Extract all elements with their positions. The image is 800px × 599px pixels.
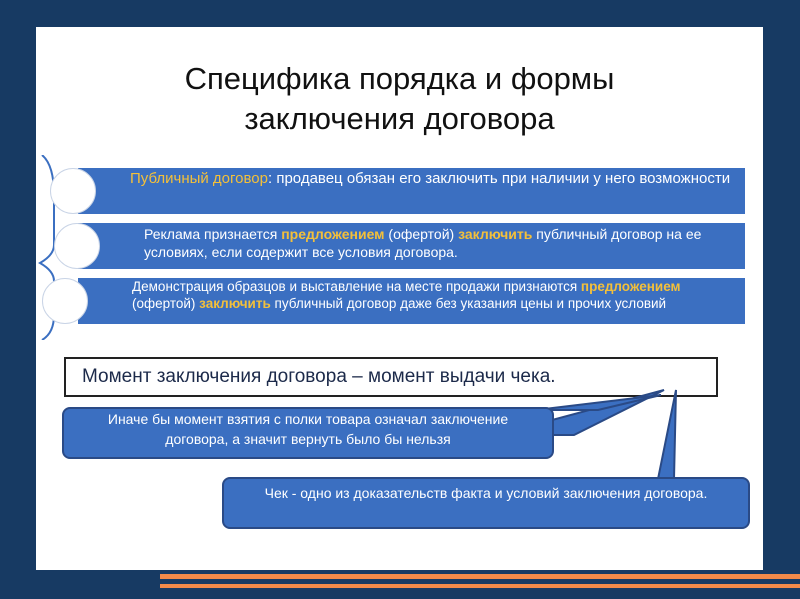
bar-3-mid: (офертой) <box>132 296 200 311</box>
slide <box>36 27 763 570</box>
bar-2-mid: (офертой) <box>384 226 459 242</box>
bar-3-offer: предложением <box>580 279 681 294</box>
slide-title: Специфика порядка и формы заключения договора <box>184 61 615 136</box>
bar-2-offer: предложением <box>281 226 385 242</box>
bar-3-post: публичный договор даже без указания цены и прочих условий <box>270 296 667 311</box>
callout-receipt <box>222 477 750 529</box>
decor-line-1 <box>160 574 800 579</box>
bar-3-pre: Демонстрация образцов и выставление на месте продажи признаются <box>132 279 581 294</box>
bar-1-text: продавец обязан его заключить при наличии у него возможности <box>276 170 731 187</box>
callout-otherwise <box>62 407 554 459</box>
callout-receipt-text: Чек - одно из доказательств факта и условий заключения договора. <box>264 485 708 501</box>
bar-2-pre: Реклама признается <box>144 226 282 242</box>
bar-2-post: публичный договор на ее условиях, если содержит все условия договора. <box>144 226 702 260</box>
decor-line-2 <box>160 584 800 588</box>
bar-1-separator: : <box>268 170 277 187</box>
bar-3-conclude: заключить <box>199 296 271 311</box>
moment-statement: Момент заключения договора – момент выдачи чека. <box>64 357 718 397</box>
public-contract-term: Публичный договор <box>130 170 268 187</box>
bar-2-conclude: заключить <box>458 226 533 242</box>
callout-otherwise-text: Иначе бы момент взятия с полки товара означал заключение договора, а значит вернуть было бы нельзя <box>107 411 509 447</box>
